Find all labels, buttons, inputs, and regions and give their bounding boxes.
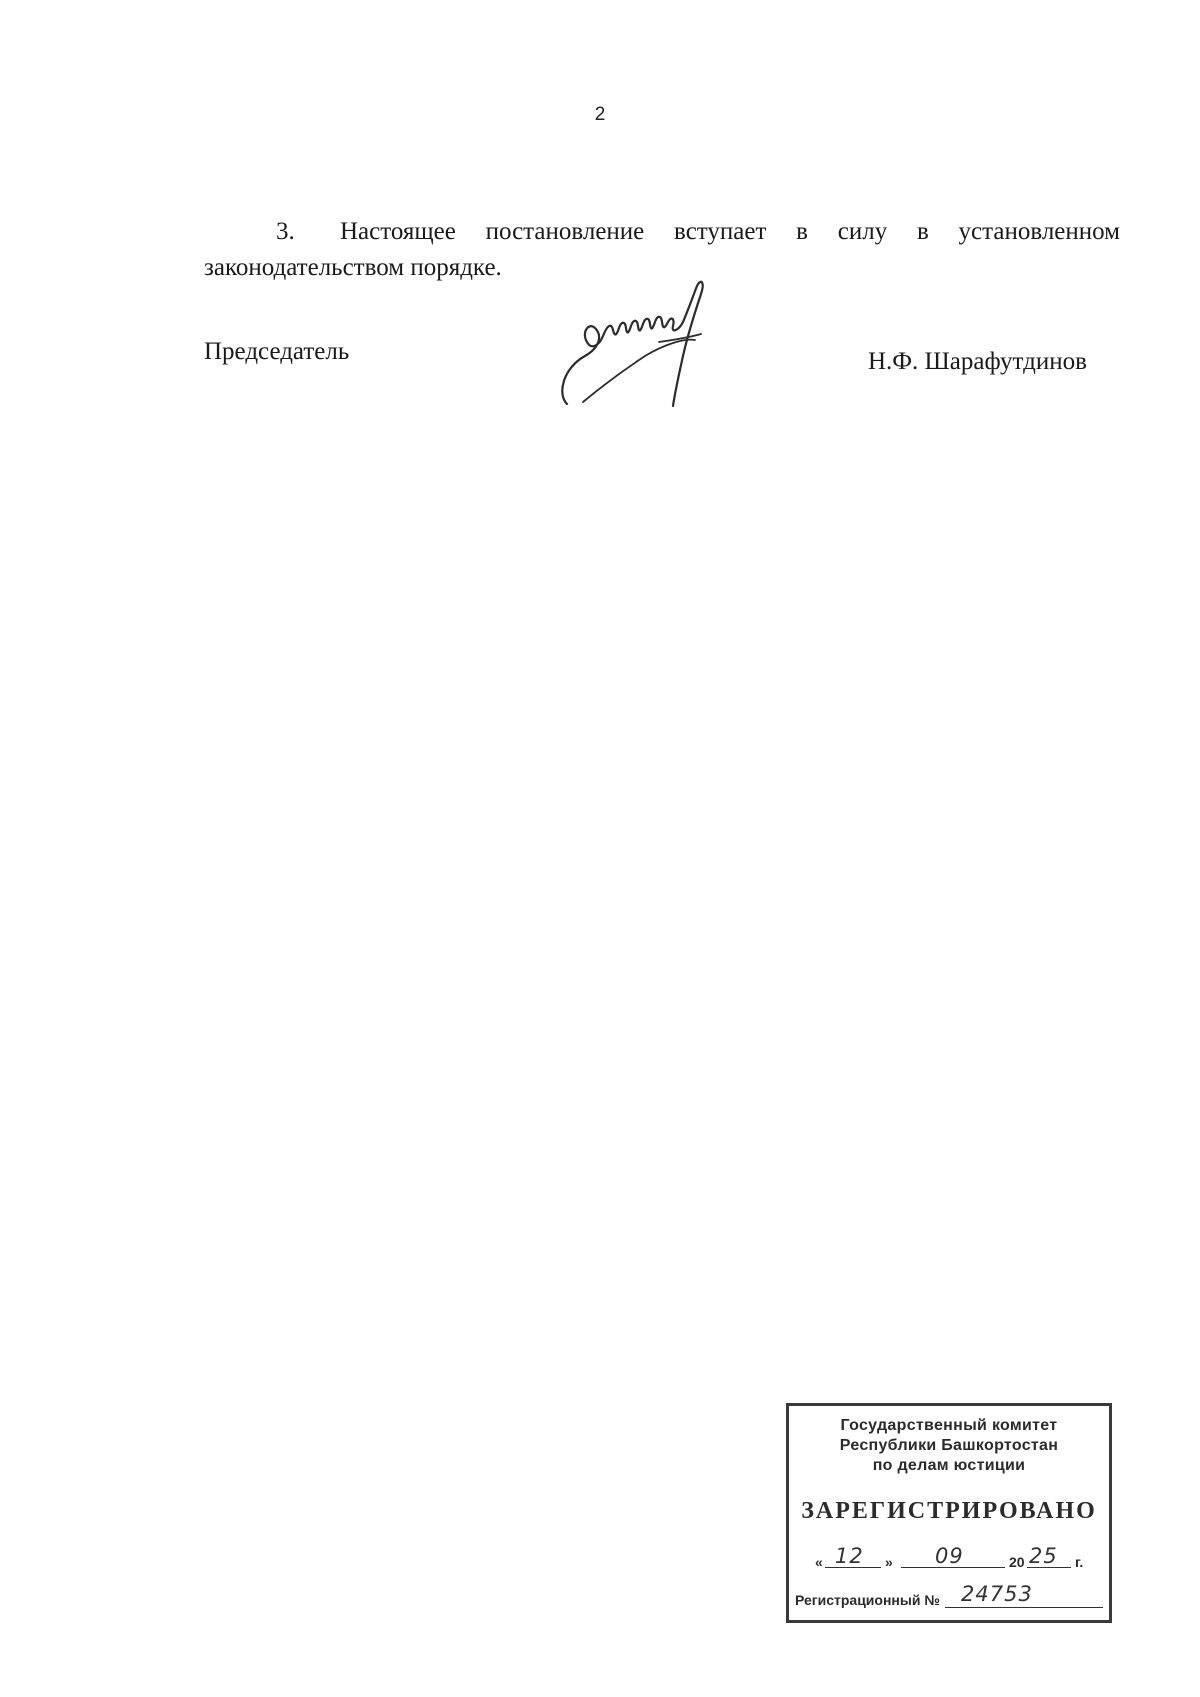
stamp-date-row (813, 1544, 1103, 1574)
registration-stamp (786, 1403, 1112, 1623)
clause-text: Настоящее постановление вступает в силу в установленном законодательством порядке. (204, 218, 1120, 281)
page-number: 2 (594, 104, 606, 125)
date-year-suffix: 25 (1029, 1544, 1058, 1568)
reg-number-label: Регистрационный № (795, 1592, 940, 1608)
handwritten-signature (555, 276, 735, 411)
stamp-organization (789, 1416, 1109, 1476)
stamp-org-line: Республики Башкортостан (839, 1437, 1059, 1454)
stamp-registration-row (793, 1582, 1109, 1614)
stamp-org-line: Государственный комитет (840, 1417, 1058, 1434)
signatory-name: Н.Ф. Шарафутдинов (868, 348, 1087, 375)
date-month: 09 (935, 1544, 964, 1568)
stamp-org-line: по делам юстиции (872, 1457, 1026, 1474)
date-year-prefix: 20 (1009, 1554, 1025, 1570)
date-year-mark: г. (1075, 1554, 1084, 1570)
clause-number: 3. (276, 218, 295, 245)
reg-number-underline (945, 1607, 1103, 1608)
date-day: 12 (835, 1544, 864, 1568)
signatory-title: Председатель (204, 338, 350, 365)
reg-number: 24753 (961, 1582, 1033, 1606)
stamp-registered-label: ЗАРЕГИСТРИРОВАНО (801, 1498, 1097, 1524)
date-open-quote: « (815, 1554, 823, 1570)
date-close-quote: » (885, 1554, 893, 1570)
